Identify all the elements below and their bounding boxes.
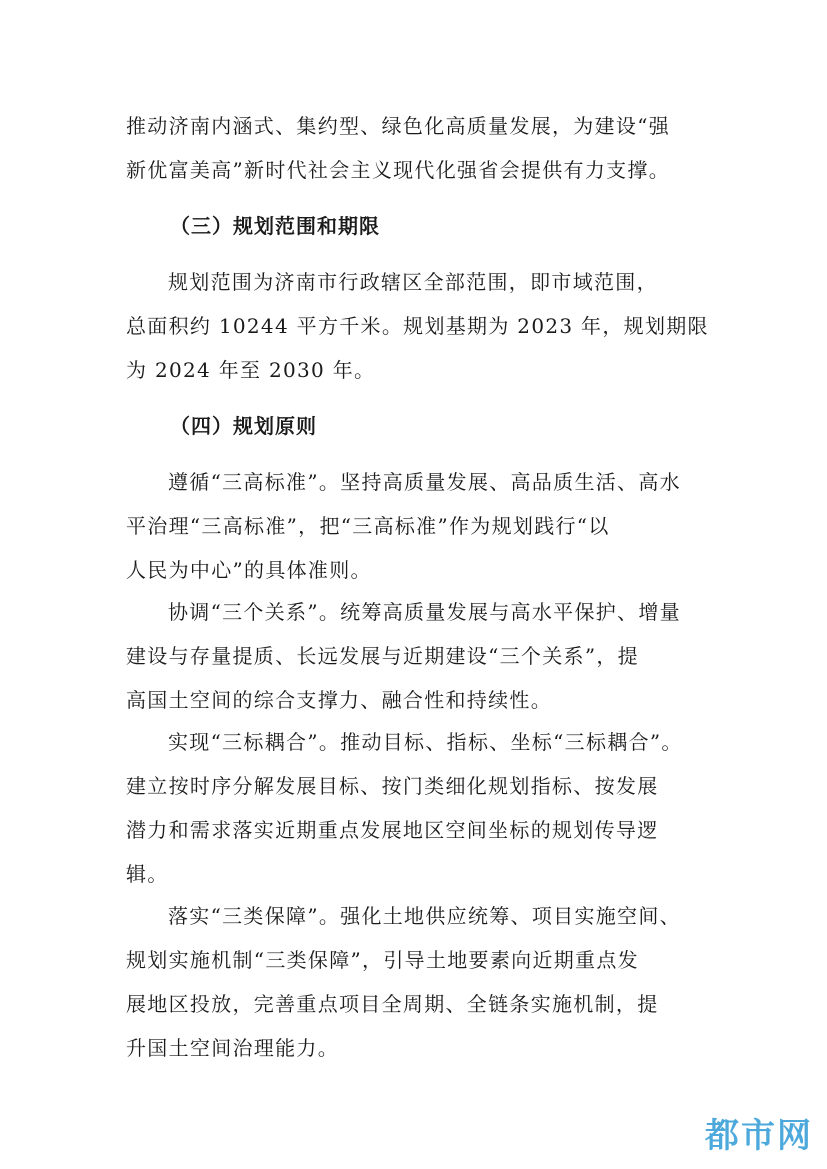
text-line: 建设与存量提质、长远发展与近期建设“三个关系”，提 [126, 644, 639, 668]
text-line: 展地区投放，完善重点项目全周期、全链条实施机制，提 [126, 992, 659, 1016]
text-line: 高国土空间的综合支撑力、融合性和持续性。 [126, 688, 552, 712]
text-line: 升国土空间治理能力。 [126, 1036, 339, 1060]
text-line: 总面积约 10244 平方千米。规划基期为 2023 年，规划期限 [126, 314, 709, 338]
section-heading: （四）规划原则 [170, 414, 317, 438]
text-line: 遵循“三高标准”。坚持高质量发展、高品质生活、高水 [168, 470, 681, 494]
text-line: 规划实施机制“三类保障”，引导土地要素向近期重点发 [126, 948, 639, 972]
text-line: 为 2024 年至 2030 年。 [126, 358, 376, 382]
text-line: 落实“三类保障”。强化土地供应统筹、项目实施空间、 [168, 904, 681, 928]
text-line: 新优富美高”新时代社会主义现代化强省会提供有力支撑。 [126, 158, 671, 182]
text-line: 潜力和需求落实近期重点发展地区空间坐标的规划传导逻 [126, 818, 659, 842]
section-heading: （三）规划范围和期限 [170, 214, 380, 238]
text-line: 规划范围为济南市行政辖区全部范围，即市域范围， [168, 270, 658, 294]
text-line: 平治理“三高标准”，把“三高标准”作为规划践行“以 [126, 514, 610, 538]
text-line: 建立按时序分解发展目标、按门类细化规划指标、按发展 [126, 774, 659, 798]
text-line: 辑。 [126, 862, 169, 886]
text-line: 人民为中心”的具体准则。 [126, 558, 372, 582]
watermark-logo: 都市网 [705, 1116, 813, 1156]
text-line: 协调“三个关系”。统筹高质量发展与高水平保护、增量 [168, 600, 681, 624]
text-line: 推动济南内涵式、集约型、绿色化高质量发展，为建设“强 [126, 114, 671, 138]
text-line: 实现“三标耦合”。推动目标、指标、坐标“三标耦合”。 [168, 730, 683, 754]
